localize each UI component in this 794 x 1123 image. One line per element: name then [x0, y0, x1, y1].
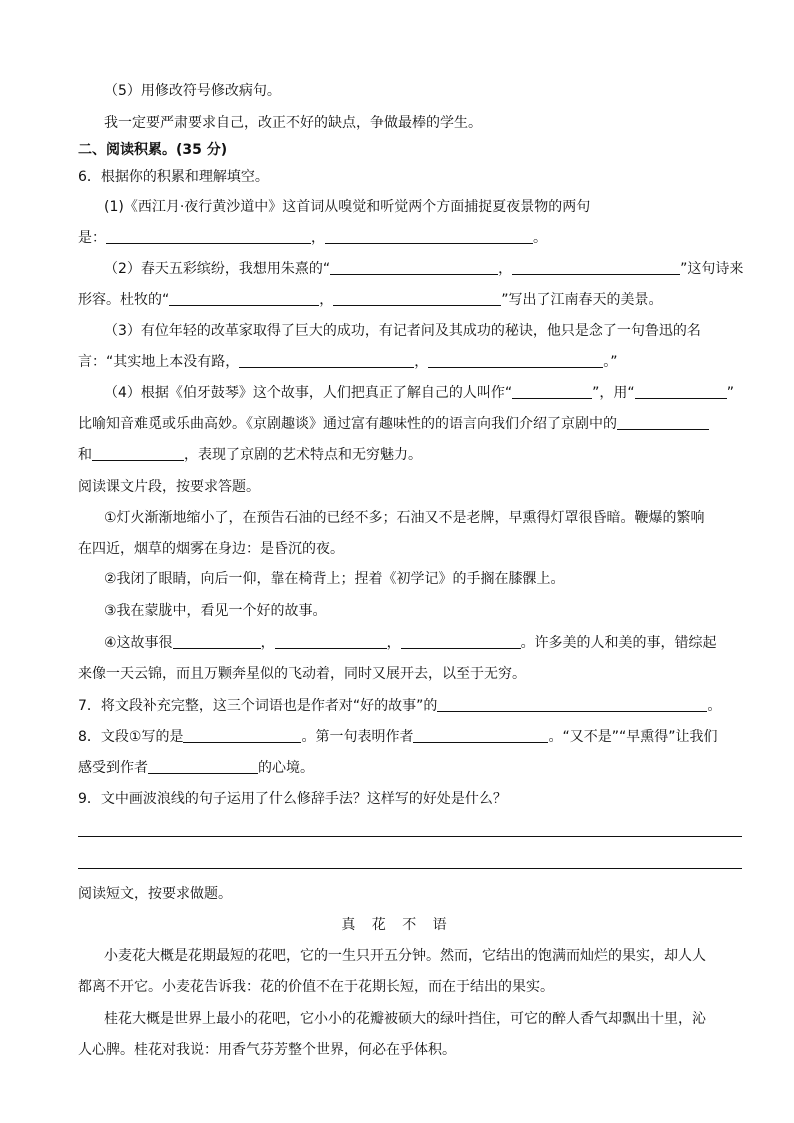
blank-8-b[interactable]	[413, 728, 548, 743]
blank-8-a[interactable]	[183, 728, 301, 743]
blank-6-2-b[interactable]	[512, 260, 680, 275]
q6-p1-comma: ，	[311, 230, 325, 246]
q8-line2	[78, 758, 314, 778]
q6-p2-line1	[104, 259, 743, 279]
blank-6-4-d[interactable]	[92, 446, 184, 461]
q6-p4-mid: ”，用“	[592, 385, 635, 401]
blank-6-4-c[interactable]	[617, 415, 709, 430]
para4-end: 。许多美的人和美的事，错综起	[520, 635, 717, 651]
story-p2-line2: 人心脾。桂花对我说：用香气芬芳整个世界，何必在乎体积。	[78, 1042, 456, 1058]
blank-6-1-b[interactable]	[325, 229, 533, 244]
q6-p3-line1: （3）有位年轻的改革家取得了巨大的成功，有记者问及其成功的秘诀，他只是念了一句鲁迅的名	[104, 323, 701, 339]
q8-mid: 。第一句表明作者	[301, 729, 414, 745]
q6-p3-comma: ，	[414, 354, 429, 370]
blank-7[interactable]	[437, 697, 707, 712]
blank-6-2-a[interactable]	[330, 260, 498, 275]
q6-p3-end: 。”	[603, 354, 618, 370]
q6-p4c-prefix: 和	[78, 447, 92, 463]
blank-6-2-c[interactable]	[169, 291, 319, 306]
para2: ②我闭了眼睛，向后一仰，靠在椅背上；捏着《初学记》的手搁在膝髁上。	[104, 571, 565, 587]
q6-p4c-end: ，表现了京剧的艺术特点和无穷魅力。	[184, 447, 422, 463]
q6-p2-end: ”这句诗来	[680, 261, 744, 277]
q5-label: （5）用修改符号修改病句。	[104, 83, 281, 99]
q6-p2b-end: ”写出了江南春天的美景。	[501, 292, 663, 308]
q6-p2-line2	[78, 290, 663, 310]
q6-p4b-text: 比喻知音难觅或乐曲高妙。《京剧趣谈》通过富有趣味性的的语言向我们介绍了京剧中的	[78, 416, 617, 432]
q6-p2-comma: ，	[498, 261, 513, 277]
q7-text: 7．将文段补充完整，这三个词语也是作者对“好的故事”的	[78, 698, 438, 714]
para1-line2: 在四近，烟草的烟雾在身边：是昏沉的夜。	[78, 541, 344, 557]
q6-p4-line3	[78, 445, 422, 465]
q6-p4-prefix: （4）根据《伯牙鼓琴》这个故事，人们把真正了解自己的人叫作“	[104, 385, 513, 401]
answer-line-1[interactable]	[78, 836, 742, 837]
story-title: 真 花 不 语	[341, 917, 453, 933]
q6-p1-end: 。	[533, 230, 547, 246]
passage-intro: 阅读课文片段，按要求答题。	[78, 479, 260, 495]
para4-prefix: ④这故事很	[104, 635, 173, 651]
para1-line1: ①灯火渐渐地缩小了，在预告石油的已经不多；石油又不是老牌，早熏得灯罩很昏暗。鞭爆的繁响	[104, 510, 705, 526]
q7	[78, 696, 721, 716]
q8-end: 。“又不是”“早熏得”让我们	[548, 729, 718, 745]
q7-end: 。	[707, 698, 722, 714]
story-p1-line1: 小麦花大概是花期最短的花吧，它的一生只开五分钟。然而，它结出的饱满而灿烂的果实，却人人	[104, 948, 706, 964]
q6-p1-line1: (1)《西江月·夜行黄沙道中》这首词从嗅觉和听觉两个方面捕捉夏夜景物的两句	[104, 199, 591, 215]
blank-para4-c[interactable]	[401, 634, 521, 649]
q6-p3-line2	[78, 352, 618, 372]
q9: 9．文中画波浪线的句子运用了什么修辞手法？这样写的好处是什么？	[78, 791, 507, 807]
q6-p4-line2	[78, 414, 709, 434]
para3: ③我在蒙胧中，看见一个好的故事。	[104, 603, 327, 619]
story-p1-line2: 都离不开它。小麦花告诉我：花的价值不在于花期长短，而在于结出的果实。	[78, 979, 554, 995]
q6-p2b-comma: ，	[319, 292, 334, 308]
blank-para4-a[interactable]	[173, 634, 261, 649]
q6-p3-prefix: 言：“其实地上本没有路，	[78, 354, 240, 370]
blank-6-3-a[interactable]	[239, 353, 414, 368]
blank-6-3-b[interactable]	[428, 353, 603, 368]
para4-comma1: ，	[260, 635, 275, 651]
q8-line1	[78, 727, 717, 747]
q6-p2b-prefix: 形容。杜牧的“	[78, 292, 170, 308]
blank-para4-b[interactable]	[275, 634, 387, 649]
q8b-end: 的心境。	[258, 760, 314, 776]
q6-p4-line1	[104, 383, 734, 403]
q6-p1-line2	[78, 228, 547, 248]
q6-p4-end: ”	[726, 385, 734, 401]
answer-line-2[interactable]	[78, 868, 742, 869]
blank-6-2-d[interactable]	[333, 291, 501, 306]
q6-p2-prefix: （2）春天五彩缤纷，我想用朱熹的“	[104, 261, 331, 277]
q5-sentence: 我一定要严肃要求自己，改正不好的缺点，争做最棒的学生。	[104, 115, 482, 131]
q6-stem: 6．根据你的积累和理解填空。	[78, 169, 269, 185]
story-p2-line1: 桂花大概是世界上最小的花吧，它小小的花瓣被硕大的绿叶挡住，可它的醉人香气却飘出十里，沁	[104, 1011, 706, 1027]
para4-comma2: ，	[386, 635, 401, 651]
section2-heading: 二、阅读积累。(35 分)	[78, 142, 228, 158]
q6-p1-prefix: 是：	[78, 230, 106, 246]
short-intro: 阅读短文，按要求做题。	[78, 886, 232, 902]
blank-6-1-a[interactable]	[106, 229, 311, 244]
para4-line1	[104, 633, 717, 653]
blank-8-c[interactable]	[148, 759, 258, 774]
q8b-prefix: 感受到作者	[78, 760, 148, 776]
blank-6-4-a[interactable]	[512, 384, 592, 399]
para4-line2: 来像一天云锦，而且万颗奔星似的飞动着，同时又展开去，以至于无穷。	[78, 666, 526, 682]
blank-6-4-b[interactable]	[635, 384, 727, 399]
q8-prefix: 8．文段①写的是	[78, 729, 184, 745]
